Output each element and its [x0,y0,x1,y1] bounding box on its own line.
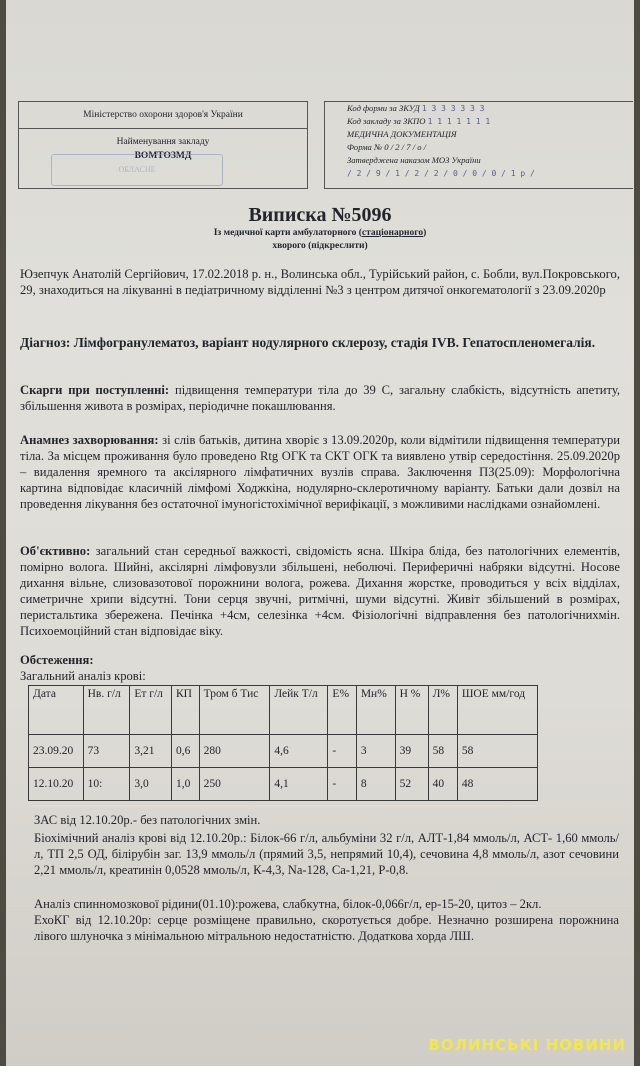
table-row [29,735,538,768]
header-cell: Тром б Тис [199,686,270,735]
objective-label: Об'єктивно: [20,544,91,558]
blood-analysis-table [28,685,538,801]
header-cell: Е% [328,686,356,735]
table-cell: 3 [356,735,395,768]
table-cell: 8 [356,768,395,801]
table-cell: 280 [199,735,270,768]
echo-result: ЕхоКГ від 12.10.20р: серце розміщене правильно, скоротується добре. Незначно розширена порожнина лівого шлуночка з мінімальною мітральною недостатністю. Додаткова хорда ЛШ. [34,913,619,943]
table-cell: 48 [457,768,537,801]
approved-label: Затверджена наказом МОЗ України [347,155,481,165]
discharge-document [6,0,634,1066]
diagnosis-section [20,334,620,351]
table-cell: 4,1 [270,768,328,801]
table-header-row [29,686,538,735]
header-cell: Н % [395,686,428,735]
news-watermark: ВОЛИНСЬКІ НОВИНИ [428,1036,626,1054]
approved-value: / 2 / 9 / 1 / 2 / 2 / 0 / 0 / 0 / 1 р / [347,169,535,178]
document-subtitle: Із медичної карти амбулаторного (стаціонарного) [213,228,427,238]
med-docs-label: МЕДИЧНА ДОКУМЕНТАЦІЯ [347,129,457,139]
diagnosis-label: Діагноз: [20,335,71,350]
form-code-label: Код форми за ЗКУД [347,103,420,113]
table-cell: 250 [199,768,270,801]
blood-analysis-label: Загальний аналіз крові: [20,669,146,683]
table-cell: 1,0 [171,768,199,801]
header-form-block [324,101,633,189]
exam-label: Обстеження: [20,653,94,667]
institution-code-value: 1 1 1 1 1 1 1 [427,117,491,126]
form-code-value: 1 3 3 3 3 3 3 [421,104,485,113]
table-cell: 10: [83,768,130,801]
header-cell: Нв. г/л [83,686,130,735]
objective-section [20,543,620,639]
table-cell: - [328,768,356,801]
table-cell: 39 [395,735,428,768]
table-row [29,768,538,801]
header-cell: ШОЕ мм/год [457,686,537,735]
institution-name: ВОМТОЗМД [134,151,192,161]
institution-label: Найменування закладу [116,137,210,147]
complaints-text: підвищення температури тіла до 39 С, загальну слабкість, відсутність апетиту, збільшення живота в розмірах, періодичне покашлювання. [20,383,621,413]
header-cell: Ет г/л [130,686,172,735]
table-cell: - [328,735,356,768]
document-subtitle-2: хворого (підкреслити) [272,241,368,251]
header-cell: Л% [428,686,457,735]
table-cell: 58 [457,735,537,768]
complaints-section [20,382,620,414]
table-cell: 3,0 [130,768,172,801]
table-cell: 23.09.20 [29,735,84,768]
anamnesis-label: Анамнез захворювання: [20,433,159,447]
table-cell: 12.10.20 [29,768,84,801]
header-cell: Лейк Т/л [270,686,328,735]
header-cell: КП [171,686,199,735]
header-cell: Мн% [356,686,395,735]
patient-info: Юзепчук Анатолій Сергійович, 17.02.2018 р. н., Волинська обл., Турійський район, с. Бобли, вул.Покровського, 29, знаходиться на лікуванні в педіатричному відділенні №3 з центром дитячої онкогематології з 23.09.2020р [20,267,620,297]
institution-code-label: Код закладу за ЗКПО [347,116,426,126]
table-cell: 73 [83,735,130,768]
biochem-result: Біохімічний аналіз крові від 12.10.20р.: Білок-66 г/л, альбуміни 32 г/л, АЛТ-1,84 ммоль/л, АСТ- 1,60 ммоль/л, ТП 2,5 ОД, білірубін заг. 13,9 ммоль/л (прямий 3,5, непрямий 10,4), сечовина 4,8 ммоль/л, азот сечовини 2,21 ммоль/л, креатинін 0,0528 ммоль/л, К-4,3, Na-128, Са-1,21, Р-0,8. [34,831,619,877]
header-institution-block [18,101,308,189]
table-cell: 52 [395,768,428,801]
csf-result: Аналіз спинномозкової рідини(01.10):рожева, слабкутна, білок-0,066г/л, ер-15-20, цитоз – 2кл. [34,897,542,911]
table-cell: 3,21 [130,735,172,768]
complaints-label: Скарги при поступленні: [20,383,170,397]
anamnesis-section [20,432,620,512]
diagnosis-text: Лімфогранулематоз, варіант нодулярного склерозу, стадія IVB. Гепатоспленомегалія. [73,335,596,350]
table-cell: 40 [428,768,457,801]
header-cell: Дата [29,686,84,735]
zas-result: ЗАС від 12.10.20р.- без патологічних змін. [34,813,261,827]
table-cell: 58 [428,735,457,768]
anamnesis-text: зі слів батьків, дитина хворіє з 13.09.2020р, коли відмітили підвищення температури тіла. За місцем проживання було проведено Rtg ОГК та СКТ ОГК та виявлено утвір середостіння. 25.09.2020р – видалення яремного та аксілярного лімфатичних вузлів справа. Заключення ПЗ(25.09): Морфологічна картина відповідає класичній лімфомі Ходжкіна, нодулярно-склеротичному варіанту. Батьки дали дозвіл на проведення лікування без остаточної імуногістохімічної верифікації, з можливими наслідками ознайомлені. [20,433,620,511]
ministry-name: Міністерство охорони здоров'я України [19,102,307,129]
document-title: Виписка №5096 [248,204,392,226]
institution-stamp: ОБЛАСНЕ [51,154,223,186]
table-cell: 4,6 [270,735,328,768]
objective-text: загальний стан середньої важкості, свідомість ясна. Шкіра бліда, без патологічних елементів, помірно волога. Шийні, аксілярні лімфовузли збільшені, неболючі. Периферичні набряки відсутні. Носове дихання вільне, слизовазотової порожнини волога, рожева. Дихання жорстке, проводиться у всіх відділах, симетричне хрипи відсутні. Тони серця звучні, ритмічні, шуми відсутні. Живіт збільшений в розмірах, перистальтика збережена. Печінка +4см, селезінка +4см. Фізіологічні відправлення без патологічнихмін. Психоемоційний стан відповідає віку. [20,544,620,638]
table-cell: 0,6 [171,735,199,768]
form-number: Форма № 0 / 2 / 7 / о / [347,142,427,152]
